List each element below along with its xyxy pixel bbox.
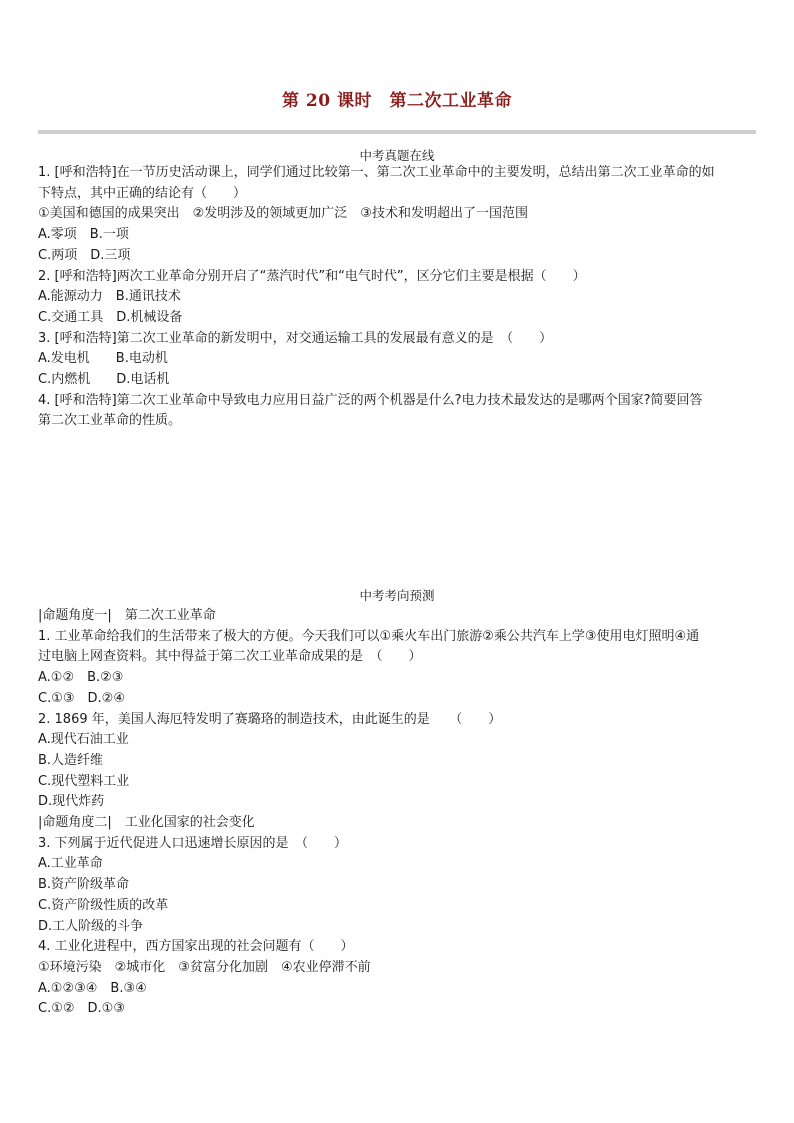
- question-2-options-cd: C.交通工具 D.机械设备: [38, 309, 183, 325]
- question-4-stem: 4. [呼和浩特]第二次工业革命中导致电力应用日益广泛的两个机器是什么?电力技术最发达的是哪两个国家?简要回答: [38, 392, 703, 408]
- question-1-stem-cont: 下特点，其中正确的结论有（ ）: [38, 185, 247, 201]
- forecast-question-1-options-cd: C.①③ D.②④: [38, 690, 125, 706]
- section-forecast: [38, 606, 758, 1020]
- forecast-question-3-option-c: C.资产阶级性质的改革: [38, 897, 169, 913]
- question-1-options-cd: C.两项 D.三项: [38, 247, 131, 263]
- page-title: 第 20 课时 第二次工业革命: [282, 91, 512, 111]
- question-2-stem: 2. [呼和浩特]两次工业革命分别开启了“蒸汽时代”和“电气时代”，区分它们主要是根据（ ）: [38, 268, 586, 284]
- forecast-question-4-items: ①环境污染 ②城市化 ③贫富分化加剧 ④农业停滞不前: [38, 959, 371, 975]
- forecast-question-2-option-b: B.人造纤维: [38, 752, 104, 768]
- forecast-question-3-option-d: D.工人阶级的斗争: [38, 918, 144, 934]
- forecast-question-4-options-cd: C.①② D.①③: [38, 1001, 125, 1017]
- question-3-options-ab: A.发电机 B.电动机: [38, 351, 168, 367]
- section-heading-real-exam: 中考真题在线: [359, 148, 435, 163]
- section-heading-forecast: 中考考向预测: [359, 588, 435, 603]
- forecast-question-2-option-c: C.现代塑料工业: [38, 773, 130, 789]
- forecast-question-4-options-ab: A.①②③④ B.③④: [38, 980, 147, 996]
- forecast-question-1-stem: 1. 工业革命给我们的生活带来了极大的方便。今天我们可以①乘火车出门旅游②乘公共汽车上学③使用电灯照明④通: [38, 628, 700, 644]
- question-3-stem: 3. [呼和浩特]第二次工业革命的新发明中，对交通运输工具的发展最有意义的是 （ ）: [38, 330, 553, 346]
- topic-angle-2: |命题角度二| 工业化国家的社会变化: [38, 815, 255, 831]
- forecast-question-3-option-b: B.资产阶级革命: [38, 877, 130, 893]
- question-1-items: ①美国和德国的成果突出 ②发明涉及的领域更加广泛 ③技术和发明超出了一国范围: [38, 206, 528, 222]
- forecast-question-3-option-a: A.工业革命: [38, 856, 103, 872]
- forecast-question-4-stem: 4. 工业化进程中，西方国家出现的社会问题有（ ）: [38, 939, 354, 955]
- forecast-question-1-options-ab: A.①② B.②③: [38, 670, 124, 686]
- question-2-options-ab: A.能源动力 B.通讯技术: [38, 289, 181, 305]
- section-real-exam: [38, 163, 758, 432]
- question-4-stem-cont: 第二次工业革命的性质。: [38, 413, 182, 429]
- forecast-question-3-stem: 3. 下列属于近代促进人口迅速增长原因的是 （ ）: [38, 835, 348, 851]
- title-divider: [38, 130, 756, 134]
- question-3-options-cd: C.内燃机 D.电话机: [38, 372, 170, 388]
- forecast-question-2-option-a: A.现代石油工业: [38, 732, 129, 748]
- forecast-question-1-stem-cont: 过电脑上网查资料。其中得益于第二次工业革命成果的是 （ ）: [38, 649, 422, 665]
- question-1-stem: 1. [呼和浩特]在一节历史活动课上，同学们通过比较第一、第二次工业革命中的主要发明，总结出第二次工业革命的如: [38, 165, 715, 180]
- forecast-question-2-option-d: D.现代炸药: [38, 794, 105, 810]
- topic-angle-1: |命题角度一| 第二次工业革命: [38, 608, 216, 623]
- forecast-question-2-stem: 2. 1869 年，美国人海厄特发明了赛璐珞的制造技术，由此诞生的是 （ ）: [38, 711, 502, 727]
- question-1-options-ab: A.零项 B.一项: [38, 227, 129, 243]
